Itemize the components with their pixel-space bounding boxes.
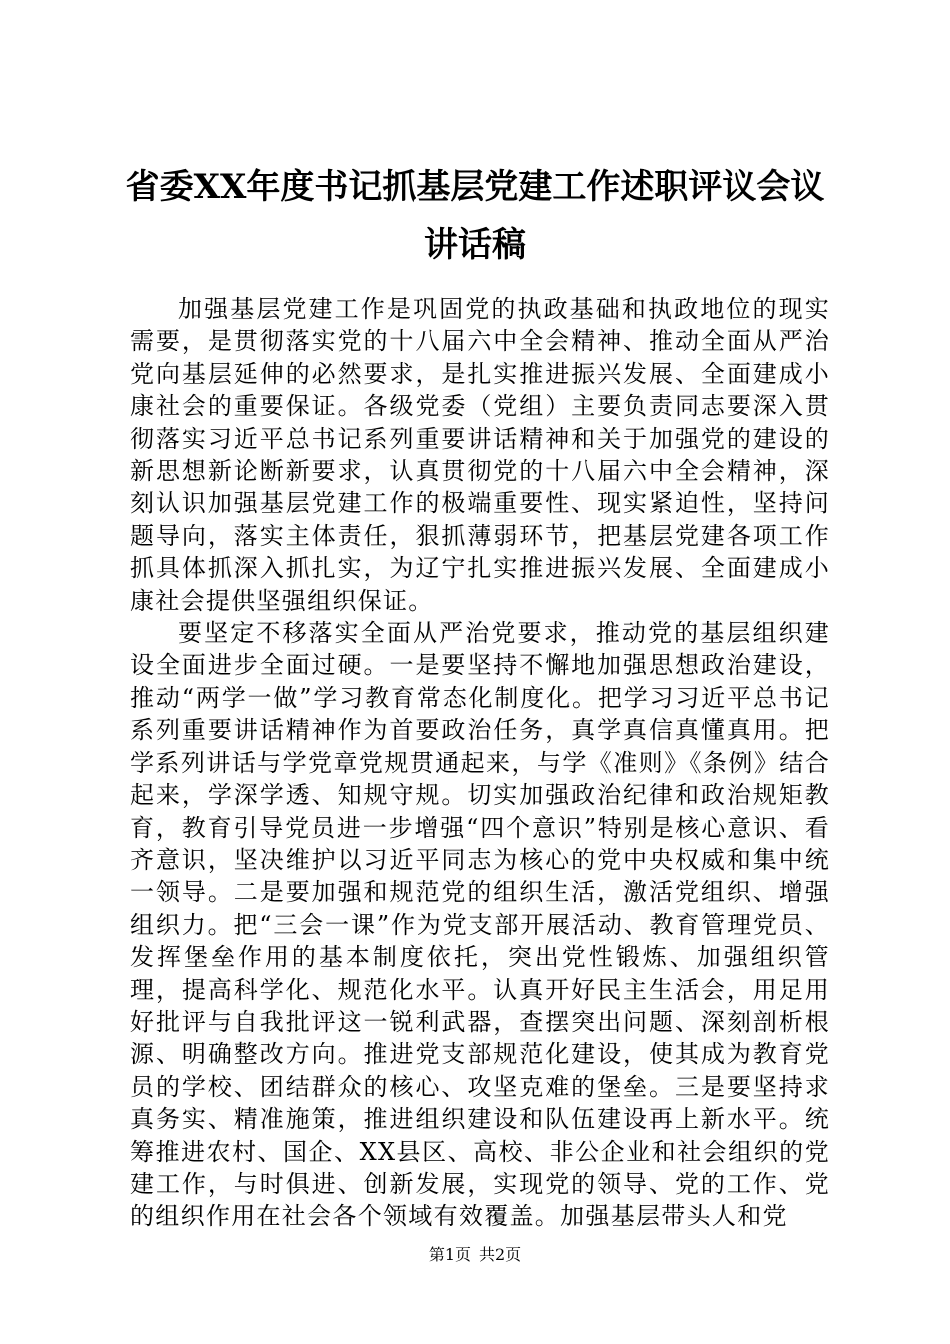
paragraph-2: 要坚定不移落实全面从严治党要求，推动党的基层组织建设全面进步全面过硬。一是要坚持不懈地加强思想政治建设，推动“两学一做”学习教育常态化制度化。把学习习近平总书记系列重要讲话精神作为首要政治任务，真学真信真懂真用。把学系列讲话与学党章党规贯通起来，与学《准则》《条例》结合起来，学深学透、知规守规。切实加强政治纪律和政治规矩教育，教育引导党员进一步增强“四个意识”特别是核心意识、看齐意识，坚决维护以习近平同志为核心的党中央权威和集中统一领导。二是要加强和规范党的组织生活，激活党组织、增强组织力。把“三会一课”作为党支部开展活动、教育管理党员、发挥堡垒作用的基本制度依托，突出党性锻炼、加强组织管理，提高科学化、规范化水平。认真开好民主生活会，用足用好批评与自我批评这一锐利武器，查摆突出问题、深刻剖析根源、明确整改方向。推进党支部规范化建设，使其成为教育党员的学校、团结群众的核心、攻坚克难的堡垒。三是要坚持求真务实、精准施策，推进组织建设和队伍建设再上新水平。统筹推进农村、国企、XX县区、高校、非公企业和社会组织的党建工作，与时俱进、创新发展，实现党的领导、党的工作、党的组织作用在社会各个领域有效覆盖。加强基层带头人和党 [130, 619, 830, 1231]
document-body [130, 293, 830, 1233]
document-title: 省委XX年度书记抓基层党建工作述职评议会议讲话稿 [125, 167, 825, 265]
page-number: 第1页 [428, 1245, 471, 1264]
page-footer [0, 1245, 950, 1265]
page-total: 共2页 [479, 1245, 522, 1264]
paragraph-1: 加强基层党建工作是巩固党的执政基础和执政地位的现实需要，是贯彻落实党的十八届六中全会精神、推动全面从严治党向基层延伸的必然要求，是扎实推进振兴发展、全面建成小康社会的重要保证。各级党委（党组）主要负责同志要深入贯彻落实习近平总书记系列重要讲话精神和关于加强党的建设的新思想新论断新要求，认真贯彻党的十八届六中全会精神，深刻认识加强基层党建工作的极端重要性、现实紧迫性，坚持问题导向，落实主体责任，狠抓薄弱环节，把基层党建各项工作抓具体抓深入抓扎实，为辽宁扎实推进振兴发展、全面建成小康社会提供坚强组织保证。 [130, 295, 830, 615]
